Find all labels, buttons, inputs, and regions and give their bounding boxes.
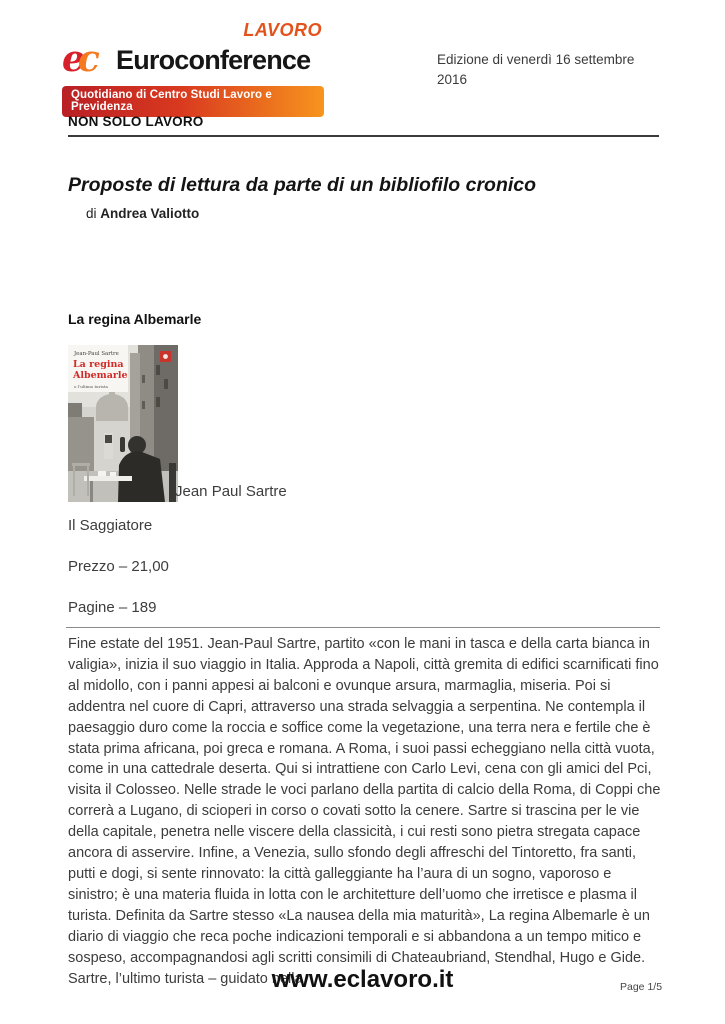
book-cover-image (68, 345, 178, 502)
masthead-tagline-banner: Quotidiano di Centro Studi Lavoro e Previdenza (62, 86, 324, 117)
byline-author: Andrea Valiotto (100, 206, 200, 221)
cover-caption: Jean Paul Sartre (175, 483, 287, 500)
masthead-logo (62, 20, 324, 117)
book-publisher: Il Saggiatore (68, 517, 153, 534)
review-body-text: Fine estate del 1951. Jean-Paul Sartre, partito «con le mani in tasca e della carta bianca in valigia», inizia il suo viaggio in Italia. Approda a Napoli, città gremita di edifici scarnificati fino al midollo, con i panni appesi ai balconi e ovunque arsura, marmaglia, miseria. Poi si addentra nel cuore di Capri, attraverso una strada selvaggia a serpentina. Ne contempla il paesaggio duro come la roccia e soffice come la vegetazione, una terra nera e fertile che è stata prima africana, poi greca e romana. A Roma, i suoi passi echeggiano nella città vuota, come in una cattedrale deserta. Qui si intrattiene con Carlo Levi, cena con gli amici del Pci, visita il Colosseo. Nelle strade le voci parlano della partita di calcio della Roma, di Coppi che correrà a Lugano, di scioperi in corso o covati sotto la cenere. Sartre si trascina per le vie della capitale, penetra nelle viscere della classicità, i cui resti sono pietra stregata capace ancora di asservire. Infine, a Venezia, sullo sfondo degli affreschi del Tintoretto, fra santi, putti e dogi, si sente rinnovato: la città galleggiante ha l’aura di un sogno, vaporoso e sinistro; è una materia fluida in lotta con le architetture dell’uomo che irretisce e plasma il turista. Definita da Sartre stesso «La nausea della mia maturità», La regina Albemarle è un diario di viaggio che reca poche indicazioni temporali e si abbandona a un tempo mitico e sospeso, accompagnandosi agli scritti consimili di Chateaubriand, Stendhal, Hugo e Gide. Sartre, l’ultimo turista – guidato nella (68, 636, 661, 987)
book-pages: Pagine – 189 (68, 599, 157, 616)
section-divider (66, 627, 660, 628)
book-heading: La regina Albemarle (68, 311, 202, 327)
logo-lavoro-label: LAVORO (243, 20, 322, 40)
article-title: Proposte di lettura da parte di un bibliofilo cronico (68, 174, 537, 196)
article-byline (86, 206, 199, 221)
logo-wordmark: Euroconference (116, 45, 311, 75)
book-cover-block (68, 345, 287, 502)
section-heading: NON SOLO LAVORO (68, 114, 659, 137)
byline-prefix: di (86, 206, 97, 221)
book-price: Prezzo – 21,00 (68, 558, 169, 575)
cover-author: Jean-Paul Sartre (74, 351, 119, 357)
ec-logo-icon (62, 38, 114, 83)
svg-text:ec: ec (62, 38, 96, 78)
cover-title-line1: La regina (73, 359, 124, 370)
footer-site-url[interactable]: www.eclavoro.it (271, 966, 454, 993)
cover-title-line2: Albemarle (73, 370, 128, 381)
edition-date: Edizione di venerdì 16 settembre 2016 (437, 52, 635, 88)
footer-site-url-wrap (0, 966, 725, 994)
footer-page-number: Page 1/5 (620, 981, 663, 993)
cover-subtitle: o l’ultimo turista (74, 384, 108, 389)
